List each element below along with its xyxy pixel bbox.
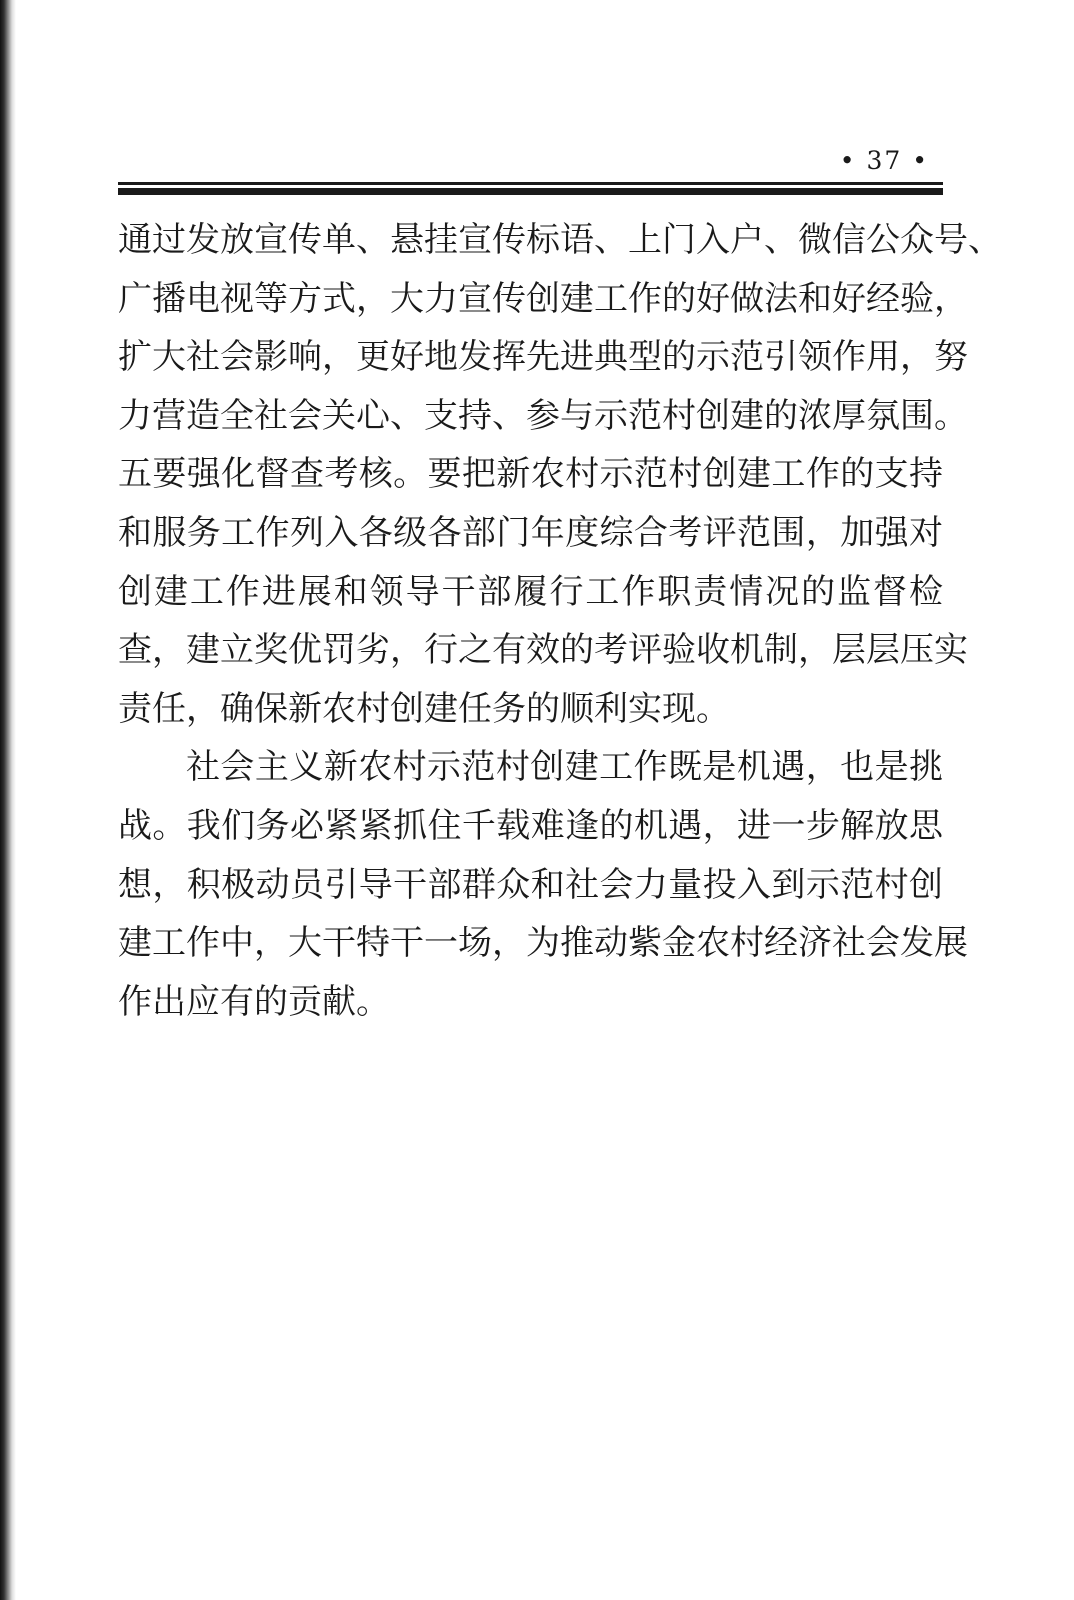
text-line: 责任，确保新农村创建任务的顺利实现。 <box>118 688 730 729</box>
text-line: 想，积极动员引导干部群众和社会力量投入到示范村创 <box>118 864 943 905</box>
text-line: 查，建立奖优罚劣，行之有效的考评验收机制，层层压实 <box>118 630 968 671</box>
text-line: 广播电视等方式，大力宣传创建工作的好做法和好经验， <box>118 278 968 319</box>
text-line: 扩大社会影响，更好地发挥先进典型的示范引领作用，努 <box>118 337 968 378</box>
header-rule-thick <box>118 188 943 195</box>
page-header <box>118 140 943 200</box>
text-line: 通过发放宣传单、悬挂宣传标语、上门入户、微信公众号、 <box>118 220 1002 260</box>
text-line: 和服务工作列入各级各部门年度综合考评范围，加强对 <box>118 512 943 553</box>
body-text <box>118 211 1002 1031</box>
text-line: 五要强化督查考核。要把新农村示范村创建工作的支持 <box>118 454 943 495</box>
text-line: 作出应有的贡献。 <box>118 981 390 1022</box>
text-line: 建工作中，大干特干一场，为推动紫金农村经济社会发展 <box>118 923 968 964</box>
text-line: 战。我们务必紧紧抓住千载难逢的机遇，进一步解放思 <box>118 805 943 846</box>
text-line: 社会主义新农村示范村创建工作既是机遇，也是挑 <box>186 747 943 788</box>
header-rule-thin <box>118 182 943 185</box>
text-line: 创建工作进展和领导干部履行工作职责情况的监督检 <box>118 571 943 612</box>
scan-edge-shadow <box>0 0 16 1600</box>
page-number: • 37 • <box>839 146 929 175</box>
text-line: 力营造全社会关心、支持、参与示范村创建的浓厚氛围。 <box>118 395 968 436</box>
